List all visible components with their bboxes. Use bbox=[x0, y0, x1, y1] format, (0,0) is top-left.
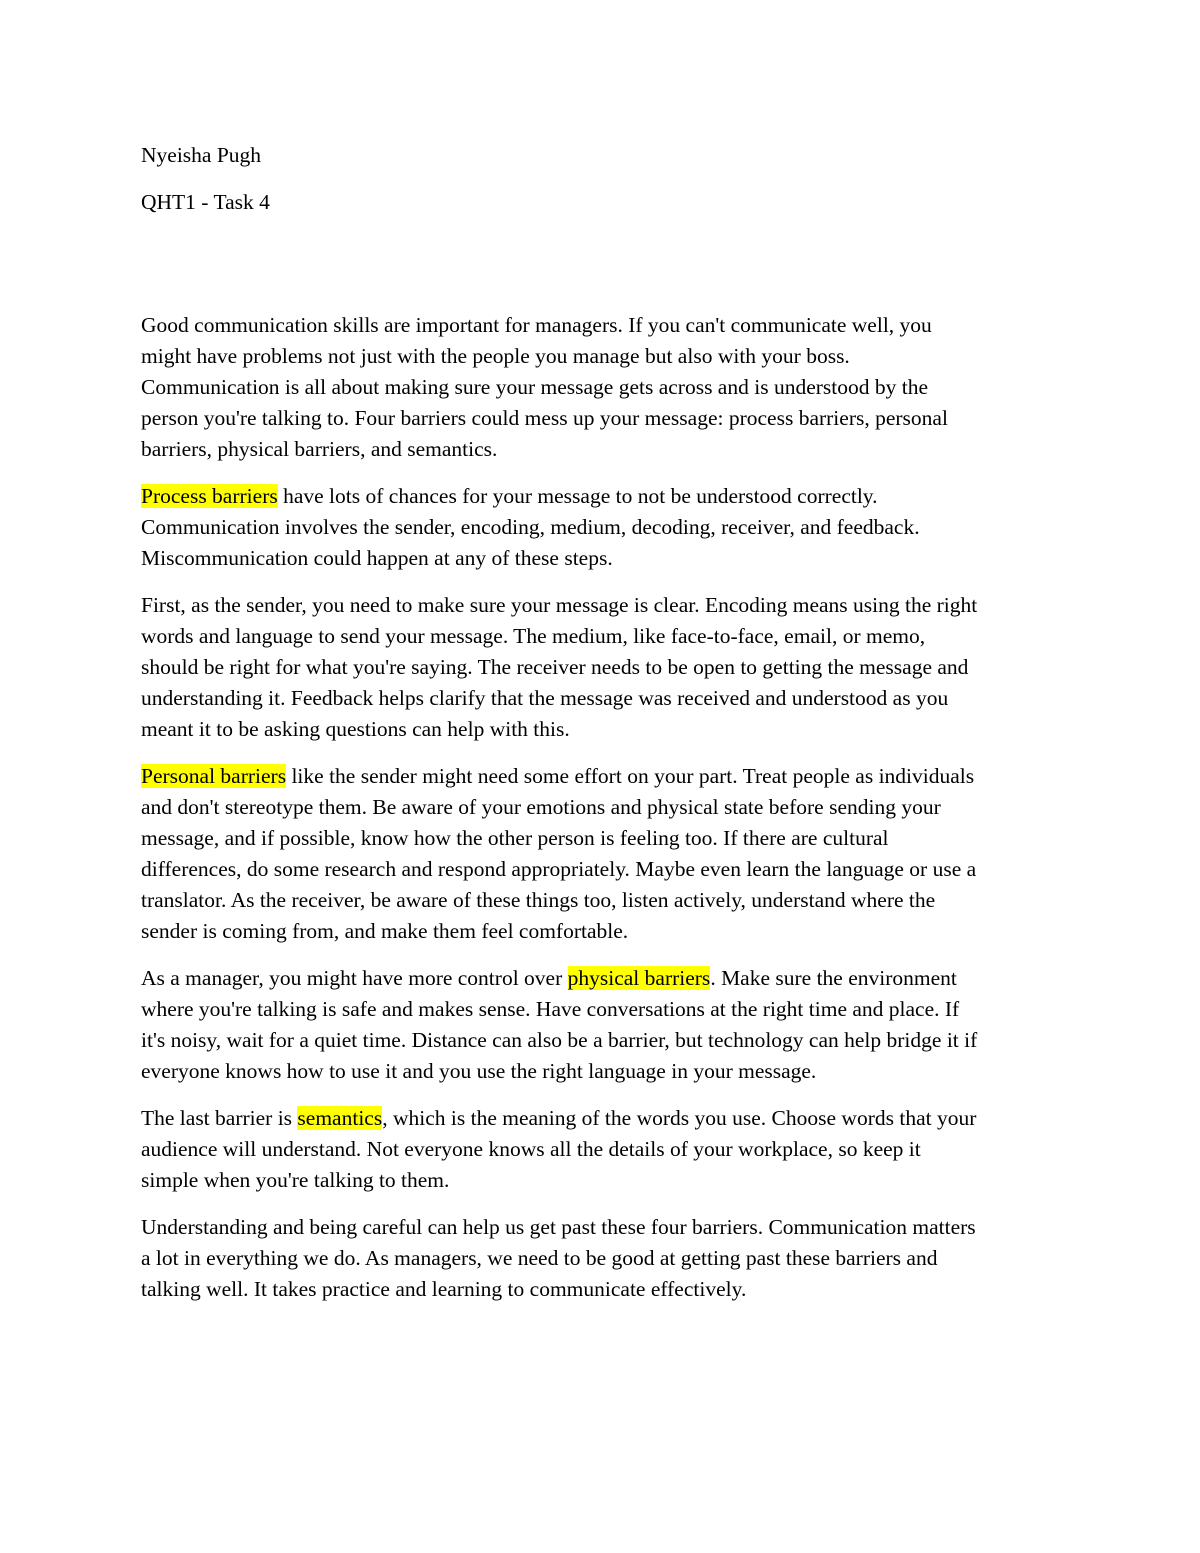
text-line bbox=[141, 761, 1063, 792]
text-line bbox=[141, 963, 1063, 994]
text-line: audience will understand. Not everyone knows all the details of your workplace, so keep it bbox=[141, 1137, 921, 1161]
paragraph-process-barriers bbox=[141, 481, 1063, 574]
text-line: simple when you're talking to them. bbox=[141, 1168, 450, 1192]
text-line: might have problems not just with the people you manage but also with your boss. bbox=[141, 344, 850, 368]
text-line: it's noisy, wait for a quiet time. Distance can also be a barrier, but technology can help bridge it if bbox=[141, 1028, 978, 1052]
paragraph-personal-barriers bbox=[141, 761, 1063, 947]
paragraph-conclusion bbox=[141, 1212, 1063, 1305]
text-line: differences, do some research and respond appropriately. Maybe even learn the language or use a bbox=[141, 857, 977, 881]
text-line: should be right for what you're saying. The receiver needs to be open to getting the message and bbox=[141, 655, 969, 679]
text-segment: . Make sure the environment bbox=[710, 966, 957, 990]
text-line: a lot in everything we do. As managers, we need to be good at getting past these barriers and bbox=[141, 1246, 938, 1270]
text-line: meant it to be asking questions can help with this. bbox=[141, 717, 570, 741]
text-line: person you're talking to. Four barriers could mess up your message: process barriers, personal bbox=[141, 406, 948, 430]
text-line bbox=[141, 1103, 1063, 1134]
text-line: Communication involves the sender, encoding, medium, decoding, receiver, and feedback. bbox=[141, 515, 920, 539]
text-segment: The last barrier is bbox=[141, 1106, 298, 1130]
task-title: QHT1 - Task 4 bbox=[141, 190, 270, 214]
highlighted-term-personal-barriers: Personal barriers bbox=[141, 764, 287, 788]
text-segment: have lots of chances for your message to not be understood correctly. bbox=[277, 484, 878, 508]
text-line: understanding it. Feedback helps clarify that the message was received and understood as you bbox=[141, 686, 949, 710]
paragraph-physical-barriers bbox=[141, 963, 1063, 1087]
text-line: Understanding and being careful can help us get past these four barriers. Communication matters bbox=[141, 1215, 976, 1239]
text-segment: like the sender might need some effort on your part. Treat people as individuals bbox=[286, 764, 975, 788]
text-line: message, and if possible, know how the other person is feeling too. If there are cultural bbox=[141, 826, 889, 850]
text-segment: As a manager, you might have more control over bbox=[141, 966, 568, 990]
text-line: sender is coming from, and make them feel comfortable. bbox=[141, 919, 629, 943]
text-line: translator. As the receiver, be aware of these things too, listen actively, understand where the bbox=[141, 888, 936, 912]
author-name: Nyeisha Pugh bbox=[141, 143, 262, 167]
text-line: talking well. It takes practice and learning to communicate effectively. bbox=[141, 1277, 747, 1301]
paragraph-semantics bbox=[141, 1103, 1063, 1196]
highlighted-term-semantics: semantics bbox=[297, 1106, 383, 1130]
text-segment: , which is the meaning of the words you use. Choose words that your bbox=[382, 1106, 977, 1130]
text-line: and don't stereotype them. Be aware of your emotions and physical state before sending your bbox=[141, 795, 941, 819]
text-line: everyone knows how to use it and you use the right language in your message. bbox=[141, 1059, 817, 1083]
text-line: Miscommunication could happen at any of these steps. bbox=[141, 546, 613, 570]
highlighted-term-physical-barriers: physical barriers bbox=[567, 966, 711, 990]
text-line: Good communication skills are important for managers. If you can't communicate well, you bbox=[141, 313, 932, 337]
text-line: where you're talking is safe and makes sense. Have conversations at the right time and place. If bbox=[141, 997, 960, 1021]
text-line: barriers, physical barriers, and semantics. bbox=[141, 437, 498, 461]
text-line: Communication is all about making sure your message gets across and is understood by the bbox=[141, 375, 928, 399]
paragraph-introduction bbox=[141, 310, 1063, 465]
text-line bbox=[141, 481, 1063, 512]
highlighted-term-process-barriers: Process barriers bbox=[141, 484, 278, 508]
text-line: First, as the sender, you need to make sure your message is clear. Encoding means using the right bbox=[141, 593, 978, 617]
text-line: words and language to send your message. The medium, like face-to-face, email, or memo, bbox=[141, 624, 926, 648]
document-body bbox=[141, 140, 1063, 1321]
paragraph-communication-steps bbox=[141, 590, 1063, 745]
